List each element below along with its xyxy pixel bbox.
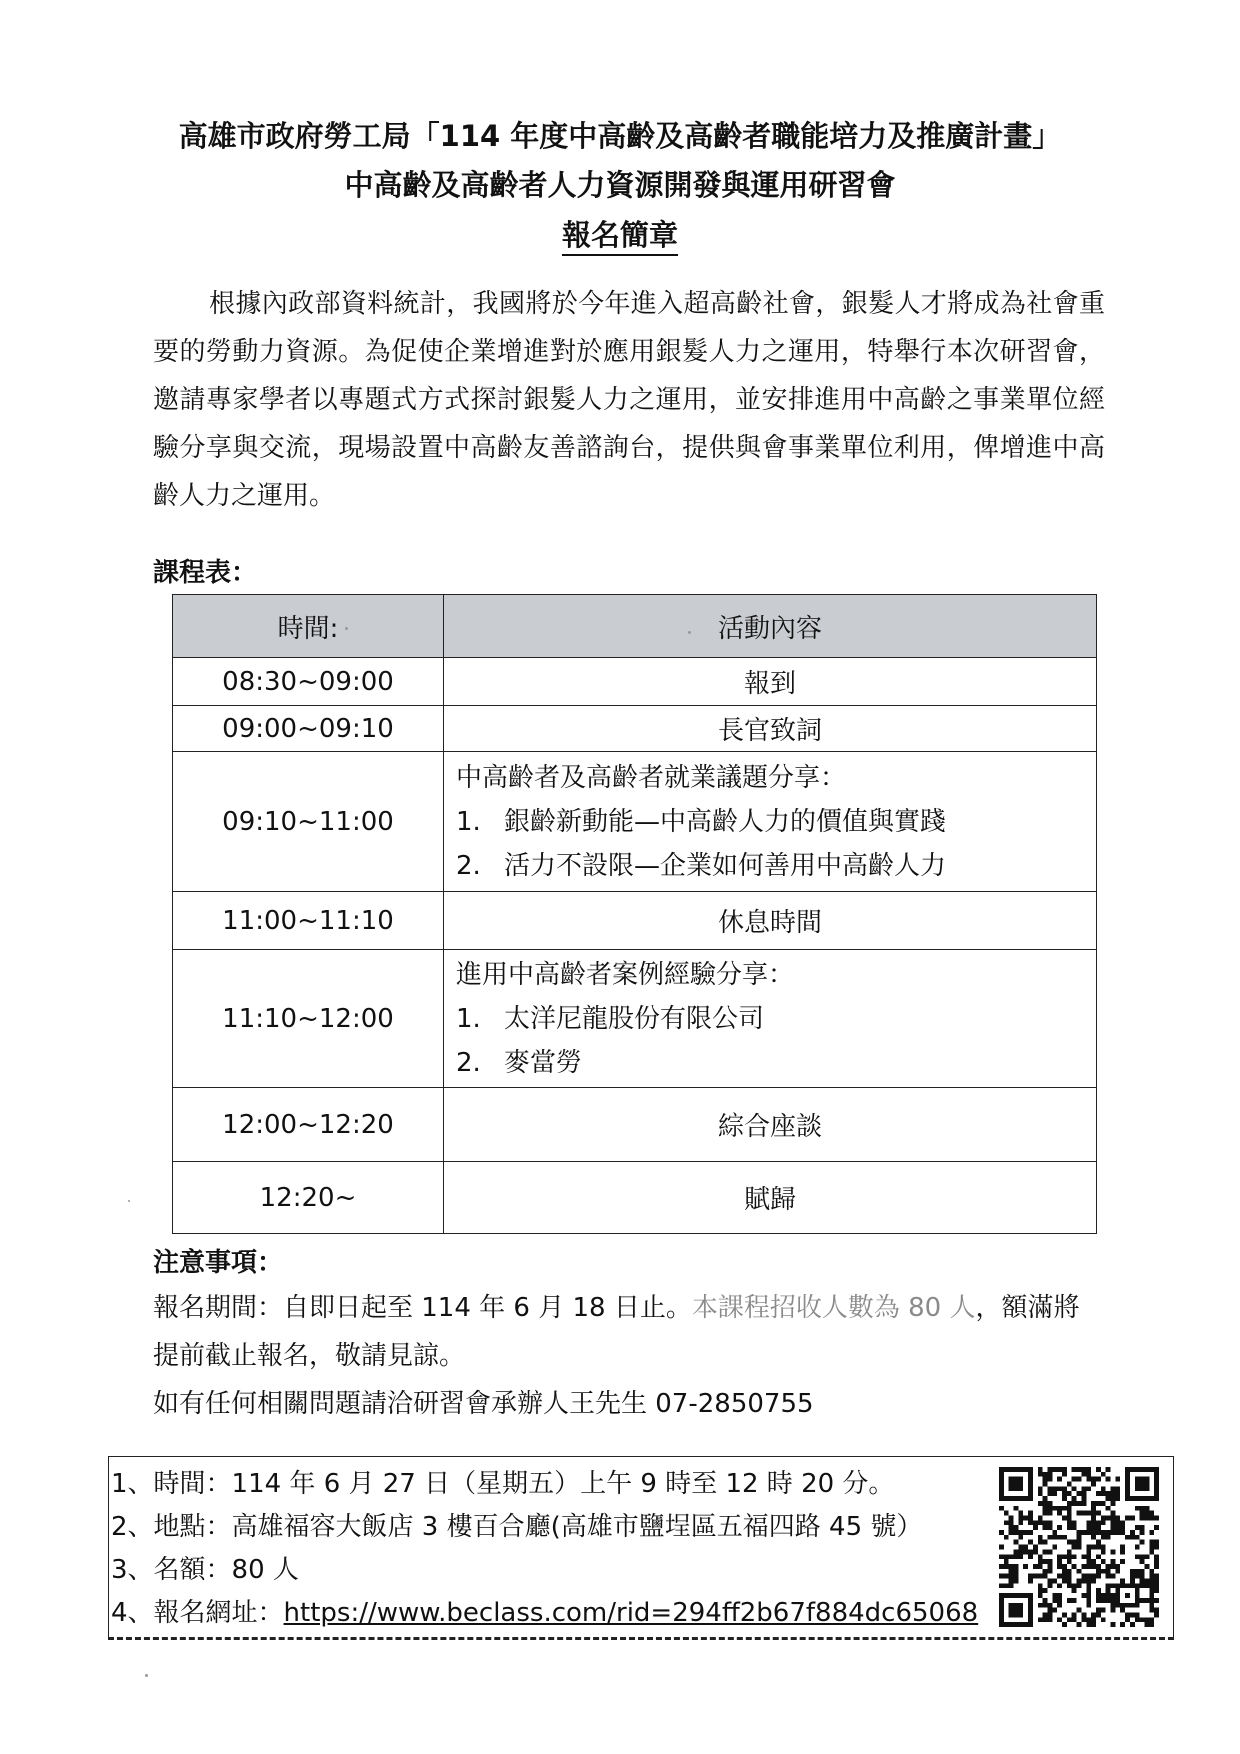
row-time: 09:00~09:10	[173, 706, 444, 752]
list-item-number: 1.	[456, 806, 481, 837]
title-line-3	[0, 213, 1240, 254]
row-activity-list	[444, 950, 1097, 1088]
table-row	[173, 752, 1097, 892]
scan-speck	[145, 1674, 148, 1677]
registration-period	[153, 1284, 1105, 1380]
table-row	[173, 892, 1097, 950]
title-line-2: 中高齡及高齡者人力資源開發與運用研習會	[344, 168, 896, 202]
row-time: 08:30~09:00	[173, 658, 444, 706]
list-item-text: 麥當勞	[504, 1047, 583, 1078]
event-time: 1、時間：114 年 6 月 27 日（星期五）上午 9 時至 12 時 20 分。	[111, 1469, 895, 1499]
row-time: 12:00~12:20	[173, 1088, 444, 1162]
table-row	[173, 1162, 1097, 1234]
row-time: 09:10~11:00	[173, 752, 444, 892]
header-time: 時間:	[173, 595, 444, 658]
event-place: 2、地點：高雄福容大飯店 3 樓百合廳(高雄市鹽埕區五福四路 45 號）	[111, 1512, 923, 1542]
notes-body	[153, 1284, 1105, 1428]
table-row	[173, 706, 1097, 752]
row-activity: 報到	[444, 658, 1097, 706]
row-activity: 賦歸	[444, 1162, 1097, 1234]
list-heading: 中高齡者及高齡者就業議題分享：	[456, 762, 847, 793]
table-row	[173, 658, 1097, 706]
list-item	[456, 997, 1096, 1041]
list-heading: 進用中高齡者案例經驗分享：	[456, 959, 795, 990]
intro-paragraph: 根據內政部資料統計，我國將於今年進入超高齡社會，銀髮人才將成為社會重要的勞動力資源。為促使企業增進對於應用銀髮人力之運用，特舉行本次研習會，邀請專家學者以專題式方式探討銀髮人力之運用，並安排進用中高齡之事業單位經驗分享與交流，現場設置中高齡友善諮詢台，提供與會事業單位利用，俾增進中高齡人力之運用。	[153, 289, 1105, 511]
list-item-number: 2.	[456, 1047, 481, 1078]
scan-speck	[128, 1200, 130, 1202]
scan-speck	[345, 627, 348, 630]
row-time: 11:10~12:00	[173, 950, 444, 1088]
event-info-lines	[111, 1463, 978, 1635]
header-activity: 活動內容	[444, 595, 1097, 658]
title-line-1: 高雄市政府勞工局「114 年度中高齡及高齡者職能培力及推廣計畫」	[178, 119, 1062, 153]
list-item-text: 活力不設限—企業如何善用中高齡人力	[504, 850, 947, 881]
event-info-box	[108, 1456, 1174, 1640]
list-item	[456, 800, 1096, 844]
list-item	[456, 1041, 1096, 1085]
row-activity-list	[444, 752, 1097, 892]
event-quota: 3、名額：80 人	[111, 1555, 299, 1585]
row-time: 11:00~11:10	[173, 892, 444, 950]
list-item-text: 太洋尼龍股份有限公司	[504, 1003, 765, 1034]
row-activity: 長官致詞	[444, 706, 1097, 752]
schedule-header-row	[173, 595, 1097, 658]
list-item-number: 1.	[456, 1003, 481, 1034]
qr-code-icon	[999, 1467, 1159, 1627]
list-item-number: 2.	[456, 850, 481, 881]
list-item-text: 銀齡新動能—中高齡人力的價值與實踐	[504, 806, 947, 837]
signup-url-link[interactable]: https://www.beclass.com/rid=294ff2b67f884dc65068	[283, 1598, 979, 1628]
table-row	[173, 1088, 1097, 1162]
scan-speck	[688, 631, 691, 634]
signup-label: 4、報名網址：	[111, 1598, 284, 1628]
row-activity: 休息時間	[444, 892, 1097, 950]
row-activity: 綜合座談	[444, 1088, 1097, 1162]
schedule-table	[172, 594, 1097, 1234]
notes-label: 注意事項：	[153, 1248, 284, 1278]
contact-info: 如有任何相關問題請洽研習會承辦人王先生 07-2850755	[153, 1389, 814, 1419]
schedule-label: 課程表：	[153, 558, 258, 588]
list-item	[456, 844, 1096, 888]
table-row	[173, 950, 1097, 1088]
event-signup	[111, 1592, 978, 1635]
title-registration: 報名簡章	[562, 218, 678, 256]
row-time: 12:20~	[173, 1162, 444, 1234]
registration-deadline: 報名期間：自即日起至 114 年 6 月 18 日止。	[153, 1293, 692, 1323]
capacity-note: 本課程招收人數為 80 人	[691, 1293, 976, 1323]
full-notice: ，額滿將提前截止報名，敬請見諒。	[153, 1293, 1080, 1371]
